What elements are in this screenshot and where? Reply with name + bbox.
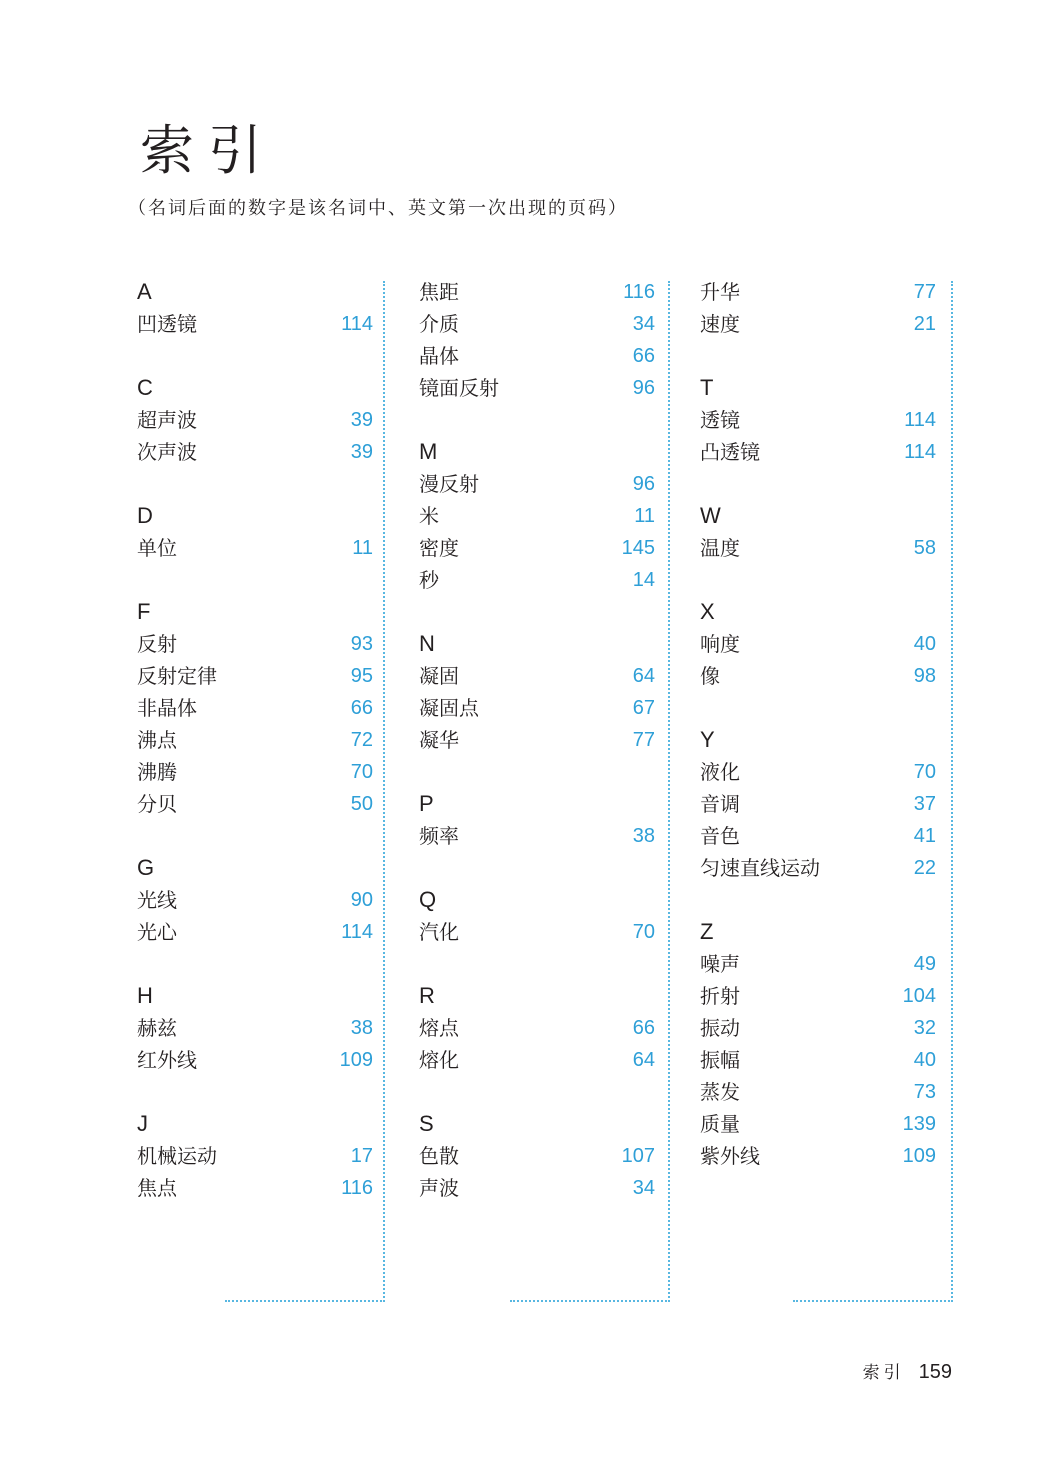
index-term: 振幅 (700, 1048, 740, 1072)
index-term: 非晶体 (137, 696, 197, 720)
section-gap (700, 340, 936, 372)
section-letter: Y (700, 727, 715, 752)
index-entry (700, 788, 936, 820)
index-entry (419, 916, 655, 948)
index-term: 光线 (137, 888, 177, 912)
section-letter: D (137, 503, 153, 528)
index-entry (137, 532, 373, 564)
index-term: 介质 (419, 312, 459, 336)
section-gap (137, 820, 373, 852)
index-term: 反射定律 (137, 664, 217, 688)
index-entry (700, 820, 936, 852)
index-page-number: 39 (350, 441, 373, 463)
section-gap (419, 756, 655, 788)
section-letter: T (700, 375, 714, 400)
index-term: 汽化 (419, 920, 459, 944)
index-term: 声波 (419, 1176, 459, 1200)
section-gap (419, 1076, 655, 1108)
index-page-number: 109 (902, 1145, 936, 1167)
index-term: 色散 (419, 1144, 459, 1168)
index-term: 晶体 (419, 344, 459, 368)
index-term: 像 (700, 664, 720, 688)
index-entry (137, 404, 373, 436)
index-entry (419, 532, 655, 564)
section-letter: M (419, 439, 438, 464)
index-term: 单位 (137, 536, 177, 560)
index-entry (419, 1012, 655, 1044)
index-page-number: 64 (632, 1049, 655, 1071)
index-page-number: 114 (904, 409, 936, 431)
page-title: 索引 (140, 119, 276, 182)
section-letter: X (700, 599, 715, 624)
index-term: 密度 (419, 536, 459, 560)
index-entry (419, 372, 655, 404)
index-entry (137, 692, 373, 724)
page-number: 159 (918, 1361, 952, 1383)
index-page-number: 77 (913, 281, 936, 303)
index-page-number: 114 (341, 921, 373, 943)
index-page-number: 11 (634, 505, 655, 527)
section-gap (137, 948, 373, 980)
index-term: 折射 (700, 984, 740, 1008)
index-entry (700, 1140, 936, 1172)
index-term: 沸点 (137, 728, 177, 752)
index-term: 凹透镜 (137, 312, 197, 336)
section-gap (700, 884, 936, 916)
section-letter: Q (419, 887, 437, 912)
column-divider-3 (951, 281, 953, 1302)
column-footer-rule-1 (225, 1300, 385, 1302)
index-entry (700, 308, 936, 340)
index-entry (700, 1108, 936, 1140)
section-letter: F (137, 599, 151, 624)
index-term: 温度 (700, 536, 740, 560)
index-term: 匀速直线运动 (700, 856, 820, 880)
page-subtitle: （名词后面的数字是该名词中、英文第一次出现的页码） (128, 198, 628, 219)
index-term: 响度 (700, 632, 740, 656)
index-entry (700, 628, 936, 660)
section-gap (137, 564, 373, 596)
index-term: 熔化 (419, 1048, 459, 1072)
index-entry (137, 308, 373, 340)
index-page-number: 66 (632, 1017, 655, 1039)
index-page-number: 32 (913, 1017, 936, 1039)
section-letter: H (137, 983, 153, 1008)
index-page-number: 70 (632, 921, 655, 943)
index-term: 速度 (700, 312, 740, 336)
index-entry (700, 532, 936, 564)
index-entry (700, 276, 936, 308)
section-gap (419, 852, 655, 884)
index-term: 升华 (700, 280, 740, 304)
index-page-number: 96 (632, 473, 655, 495)
index-entry (700, 852, 936, 884)
index-entry (137, 788, 373, 820)
index-page-number: 116 (341, 1177, 373, 1199)
index-term: 蒸发 (700, 1080, 740, 1104)
section-gap (137, 1076, 373, 1108)
index-term: 凸透镜 (700, 440, 760, 464)
index-term: 次声波 (137, 440, 197, 464)
index-term: 音调 (700, 792, 740, 816)
index-term: 质量 (700, 1112, 740, 1136)
column-footer-rule-2 (510, 1300, 670, 1302)
index-page-number: 41 (913, 825, 936, 847)
index-entry (137, 1044, 373, 1076)
section-letter: G (137, 855, 155, 880)
index-page-number: 104 (902, 985, 936, 1007)
section-letter: N (419, 631, 435, 656)
index-entry (137, 916, 373, 948)
index-entry (419, 660, 655, 692)
index-page-number: 14 (632, 569, 655, 591)
index-page-number: 93 (350, 633, 373, 655)
index-term: 光心 (137, 920, 177, 944)
index-term: 透镜 (700, 408, 740, 432)
index-page-number: 107 (621, 1145, 655, 1167)
column-footer-rule-3 (793, 1300, 953, 1302)
index-page-number: 37 (913, 793, 936, 815)
index-entry (700, 980, 936, 1012)
section-letter: C (137, 375, 153, 400)
section-letter: S (419, 1111, 434, 1136)
section-letter: Z (700, 919, 714, 944)
index-entry (419, 276, 655, 308)
index-entry (137, 1140, 373, 1172)
index-page-number: 21 (913, 313, 936, 335)
index-page-number: 96 (632, 377, 655, 399)
index-term: 凝华 (419, 728, 459, 752)
index-page-number: 145 (621, 537, 655, 559)
index-term: 噪声 (700, 952, 740, 976)
index-entry (137, 1172, 373, 1204)
index-entry (700, 756, 936, 788)
index-term: 液化 (700, 760, 740, 784)
section-gap (700, 692, 936, 724)
index-page-number: 70 (350, 761, 373, 783)
index-page-number: 34 (632, 1177, 655, 1199)
index-page-number: 66 (632, 345, 655, 367)
index-term: 反射 (137, 632, 177, 656)
index-entry (137, 660, 373, 692)
index-term: 沸腾 (137, 760, 177, 784)
index-term: 米 (419, 504, 439, 528)
index-entry (137, 628, 373, 660)
index-entry (419, 820, 655, 852)
section-gap (137, 340, 373, 372)
index-term: 焦距 (419, 280, 459, 304)
index-entry (419, 500, 655, 532)
index-entry (419, 308, 655, 340)
index-page-number: 98 (913, 665, 936, 687)
index-entry (700, 660, 936, 692)
index-term: 紫外线 (700, 1144, 760, 1168)
index-page-number: 64 (632, 665, 655, 687)
index-page-number: 116 (623, 281, 655, 303)
index-term: 频率 (419, 824, 459, 848)
section-letter: W (700, 503, 721, 528)
section-gap (419, 596, 655, 628)
index-column-2 (419, 276, 655, 1204)
index-entry (137, 436, 373, 468)
index-entry (700, 1044, 936, 1076)
index-term: 秒 (419, 568, 439, 592)
index-entry (700, 404, 936, 436)
section-letter: A (137, 279, 152, 304)
index-entry (137, 1012, 373, 1044)
column-divider-1 (383, 281, 385, 1302)
index-page-number: 58 (913, 537, 936, 559)
index-entry (700, 1012, 936, 1044)
section-gap (419, 404, 655, 436)
index-entry (419, 1140, 655, 1172)
index-page-number: 77 (632, 729, 655, 751)
index-term: 镜面反射 (419, 376, 499, 400)
index-page-number: 114 (341, 313, 373, 335)
index-entry (137, 884, 373, 916)
index-column-1 (137, 276, 373, 1204)
index-page-number: 38 (632, 825, 655, 847)
index-term: 音色 (700, 824, 740, 848)
index-entry (419, 1044, 655, 1076)
section-letter: R (419, 983, 435, 1008)
index-entry (700, 436, 936, 468)
index-entry (419, 468, 655, 500)
index-entry (419, 1172, 655, 1204)
index-term: 振动 (700, 1016, 740, 1040)
index-page-number: 50 (350, 793, 373, 815)
index-page-number: 66 (350, 697, 373, 719)
index-term: 凝固点 (419, 696, 479, 720)
index-term: 熔点 (419, 1016, 459, 1040)
index-term: 凝固 (419, 664, 459, 688)
section-letter: J (137, 1111, 148, 1136)
index-entry (419, 692, 655, 724)
section-gap (137, 468, 373, 500)
index-page-number: 95 (350, 665, 373, 687)
page-footer (863, 1358, 952, 1384)
index-term: 分贝 (137, 792, 177, 816)
index-page-number: 70 (913, 761, 936, 783)
column-divider-2 (668, 281, 670, 1302)
index-term: 超声波 (137, 408, 197, 432)
section-letter: P (419, 791, 434, 816)
index-entry (419, 564, 655, 596)
index-page-number: 72 (350, 729, 373, 751)
index-entry (137, 724, 373, 756)
section-gap (700, 564, 936, 596)
index-page-number: 17 (350, 1145, 373, 1167)
index-page-number: 34 (632, 313, 655, 335)
index-page-number: 73 (913, 1081, 936, 1103)
index-page-number: 11 (352, 537, 373, 559)
index-page-number: 49 (913, 953, 936, 975)
index-entry (419, 340, 655, 372)
index-page-number: 139 (902, 1113, 936, 1135)
section-gap (700, 468, 936, 500)
index-page-number: 39 (350, 409, 373, 431)
index-term: 赫兹 (137, 1016, 177, 1040)
index-page-number: 40 (913, 1049, 936, 1071)
index-entry (419, 724, 655, 756)
index-term: 机械运动 (137, 1144, 217, 1168)
footer-section-label: 索引 (862, 1363, 905, 1383)
index-entry (700, 1076, 936, 1108)
index-page-number: 109 (339, 1049, 373, 1071)
index-page-number: 40 (913, 633, 936, 655)
index-term: 红外线 (137, 1048, 197, 1072)
index-page-number: 114 (904, 441, 936, 463)
index-entry (700, 948, 936, 980)
section-gap (419, 948, 655, 980)
index-column-3 (700, 276, 936, 1172)
index-page-number: 67 (632, 697, 655, 719)
index-page-number: 22 (913, 857, 936, 879)
index-term: 漫反射 (419, 472, 479, 496)
index-page-number: 90 (350, 889, 373, 911)
index-term: 焦点 (137, 1176, 177, 1200)
index-entry (137, 756, 373, 788)
index-page-number: 38 (350, 1017, 373, 1039)
